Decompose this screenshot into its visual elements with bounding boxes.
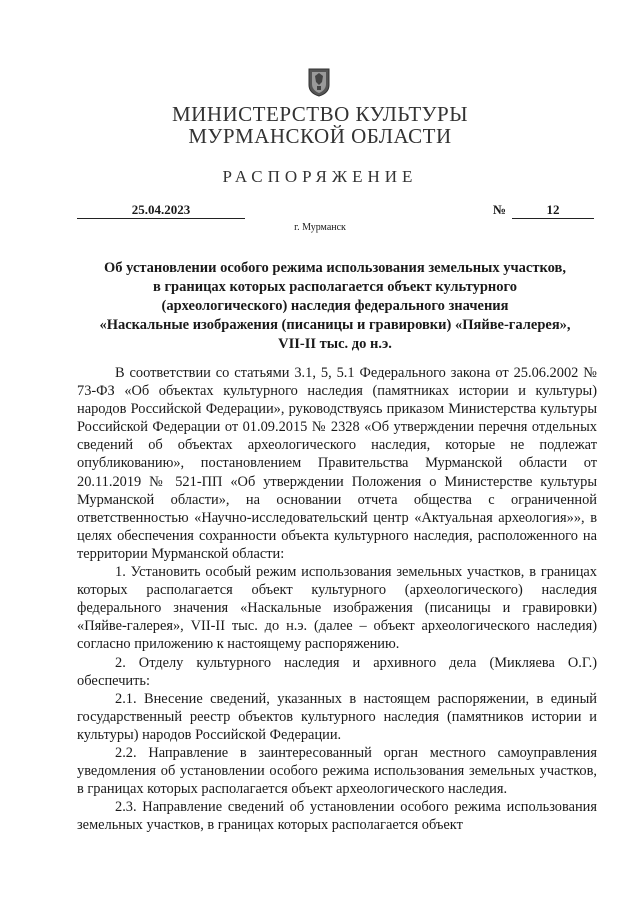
city-name: г. Мурманск: [294, 222, 346, 233]
title-line: в границах которых располагается объект культурного: [153, 279, 517, 295]
title-line: (археологического) наследия федерального значения: [161, 298, 509, 314]
preamble-paragraph: В соответствии со статьями 3.1, 5, 5.1 Федерального закона от 25.06.2002 № 73-ФЗ «Об объектах культурного наследия (памятниках истории и культуры) народов Российской Федерации», руководствуясь приказом Министерства культуры Российской Федерации от 01.09.2015 № 2328 «Об утверждении перечня отдельных сведений об объектах археологического наследия, которые не подлежат опубликованию», постановлением Правительства Мурманской области от 20.11.2019 № 521-ПП «Об утверждении Положения о Министерстве культуры Мурманской области», на основании отчета общества с ограниченной ответственностью «Научно-исследовательский центр «Актуальная археология»», в целях обеспечения сохранности объекта культурного наследия, расположенного на территории Мурманской области:: [77, 365, 597, 562]
clause-2: 2. Отделу культурного наследия и архивного дела (Микляева О.Г.) обеспечить:: [77, 654, 597, 689]
title-line: VII-II тыс. до н.э.: [278, 336, 392, 352]
ministry-name-line1: МИНИСТЕРСТВО КУЛЬТУРЫ: [171, 102, 469, 126]
title-line: Об установлении особого режима использования земельных участков,: [103, 260, 567, 276]
clause-2-3: 2.3. Направление сведений об установлении особого режима использования земельных участков, в границах которых располагается объект: [77, 799, 597, 834]
title-line: «Наскальные изображения (писаницы и гравировки) «Пяйве-галерея»,: [99, 317, 571, 333]
number-label: №: [493, 202, 507, 217]
clause-1: 1. Установить особый режим использования земельных участков, в границах которых располагается объект культурного (археологического) наследия федерального значения «Наскальные изображения (писаницы и гравировки) «Пяйве-галерея», VII-II тыс. до н.э. (далее – объект археологического наследия) согласно приложению к настоящему распоряжению.: [77, 564, 597, 653]
clause-2-1: 2.1. Внесение сведений, указанных в настоящем распоряжении, в единый государственный реестр объектов культурного наследия (памятников истории и культуры) народов Российской Федерации.: [77, 690, 597, 743]
document-number: 12: [512, 202, 594, 219]
document-body: [77, 364, 597, 834]
coat-of-arms-icon: [307, 67, 331, 97]
clause-2-2: 2.2. Направление в заинтересованный орган местного самоуправления уведомления об установлении особого режима использования земельных участков, в границах которых располагается объект археологического наследия.: [77, 744, 597, 798]
ministry-name-line2: МУРМАНСКОЙ ОБЛАСТИ: [188, 124, 452, 148]
document-date: 25.04.2023: [77, 202, 245, 219]
document-title: [80, 259, 590, 354]
document-type: РАСПОРЯЖЕНИЕ: [222, 167, 418, 186]
